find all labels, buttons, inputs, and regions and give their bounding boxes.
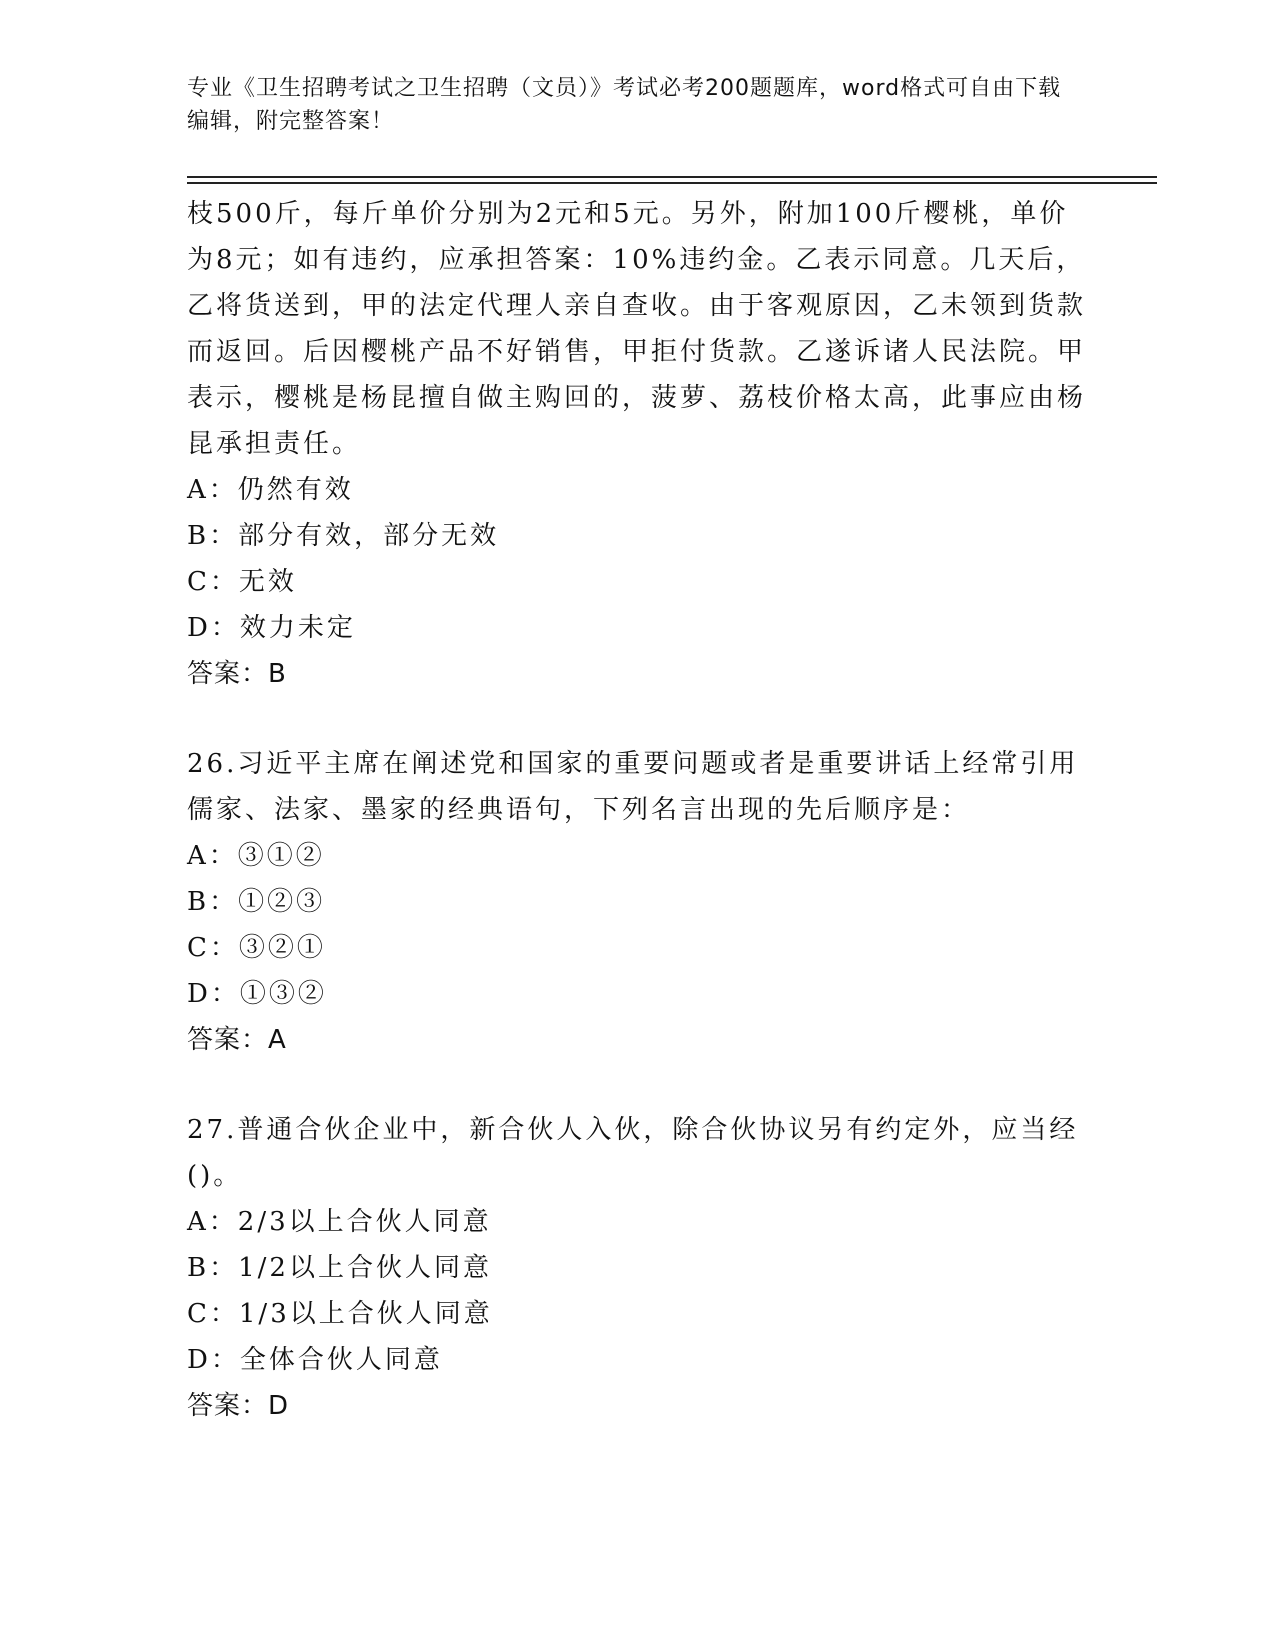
question-27-option-c: C：1/3以上合伙人同意 [187,1299,493,1329]
question-27-answer: 答案：D [187,1391,290,1421]
question-25-option-a: A：仍然有效 [187,475,354,505]
question-27 [187,1107,1087,1429]
question-27-option-d: D：全体合伙人同意 [187,1345,443,1375]
document-header [187,72,1067,138]
question-26-text: 26.习近平主席在阐述党和国家的重要问题或者是重要讲话上经常引用儒家、法家、墨家的经典语句，下列名言出现的先后顺序是： [187,749,1079,825]
question-27-option-b: B：1/2以上合伙人同意 [187,1253,492,1283]
question-27-option-a: A：2/3以上合伙人同意 [187,1207,492,1237]
question-26-answer: 答案：A [187,1025,287,1055]
question-26-option-c: C：③②① [187,933,326,963]
question-25-continued [187,191,1087,697]
document-body [187,191,1087,1429]
question-25-option-c: C：无效 [187,567,297,597]
question-25-option-b: B：部分有效，部分无效 [187,521,500,551]
header-rule-bottom [187,182,1157,184]
question-26-option-b: B：①②③ [187,887,326,917]
question-25-answer: 答案：B [187,659,287,689]
question-25-text: 枝500斤，每斤单价分别为2元和5元。另外，附加100斤樱桃，单价为8元；如有违约，应承担答案：10%违约金。乙表示同意。几天后，乙将货送到，甲的法定代理人亲自查收。由于客观原因，乙未领到货款而返回。后因樱桃产品不好销售，甲拒付货款。乙遂诉诸人民法院。甲表示，樱桃是杨昆擅自做主购回的，菠萝、荔枝价格太高，此事应由杨昆承担责任。 [187,199,1087,459]
question-26 [187,741,1087,1063]
header-title: 专业《卫生招聘考试之卫生招聘（文员）》考试必考200题题库，word格式可自由下载编辑，附完整答案！ [187,76,1062,134]
header-rule-top [187,176,1157,178]
question-25-option-d: D：效力未定 [187,613,356,643]
question-26-option-d: D：①③② [187,979,327,1009]
question-26-option-a: A：③①② [187,841,325,871]
question-27-text: 27.普通合伙企业中，新合伙人入伙，除合伙协议另有约定外，应当经()。 [187,1115,1079,1191]
